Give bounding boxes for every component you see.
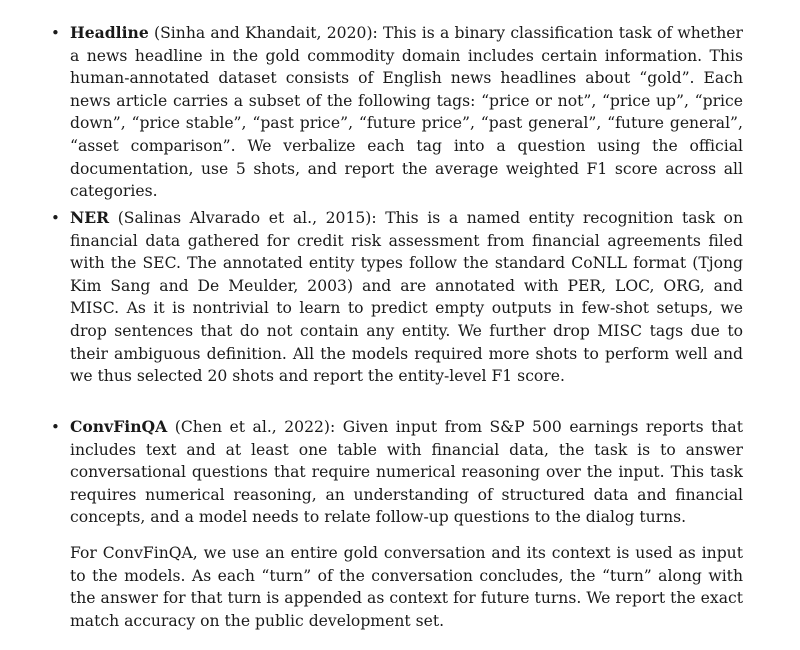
description-ner: (Salinas Alvarado et al., 2015): This is a named entity recognition task on financial data gathered for credit risk assessment from financial agreements filed with the SEC. The annotated entity types follow the standard CoNLL format (Tjong Kim Sang and De Meulder, 2003) and are annotated with PER, LOC, ORG, and MISC. As it is nontrivial to learn to predict empty outputs in few-shot setups, we drop sentences that do not contain any entity. We further drop MISC tags due to their ambiguous definition. All the models required more shots to perform well and we thus selected 20 shots and report the entity-level F1 score.: [70, 209, 743, 386]
convfinqa-paragraph: For ConvFinQA, we use an entire gold conversation and its context is used as input to the models. As each “turn” of the conversation concludes, the “turn” along with the answer for that turn is appended as context for future turns. We report the exact match accuracy on the public development set.: [70, 544, 743, 630]
bullet: •: [51, 418, 60, 436]
bullet: •: [51, 24, 60, 42]
description-headline: (Sinha and Khandait, 2020): This is a binary classification task of whether a news headline in the gold commodity domain includes certain information. This human-annotated dataset consists of English news headlines about “gold”. Each news article carries a subset of the following tags: “price or not”, “price up”, “price down”, “price stable”, “past price”, “future price”, “past general”, “future general”, “asset comparison”. We verbalize each tag into a question using the official documentation, use 5 shots, and report the average weighted F1 score across all categories.: [70, 24, 743, 201]
list-item-convfinqa: [51, 416, 743, 529]
list-item-headline: [51, 22, 743, 203]
term-headline: Headline: [70, 23, 149, 42]
list-item-ner: [51, 207, 743, 388]
term-ner: NER: [70, 208, 110, 227]
bullet: •: [51, 209, 60, 227]
description-convfinqa: (Chen et al., 2022): Given input from S&P 500 earnings reports that includes text and at least one table with financial data, the task is to answer conversational questions that require numerical reasoning over the input. This task requires numerical reasoning, an understanding of structured data and financial concepts, and a model needs to relate follow-up questions to the dialog turns.: [70, 418, 743, 527]
term-convfinqa: ConvFinQA: [70, 417, 168, 436]
